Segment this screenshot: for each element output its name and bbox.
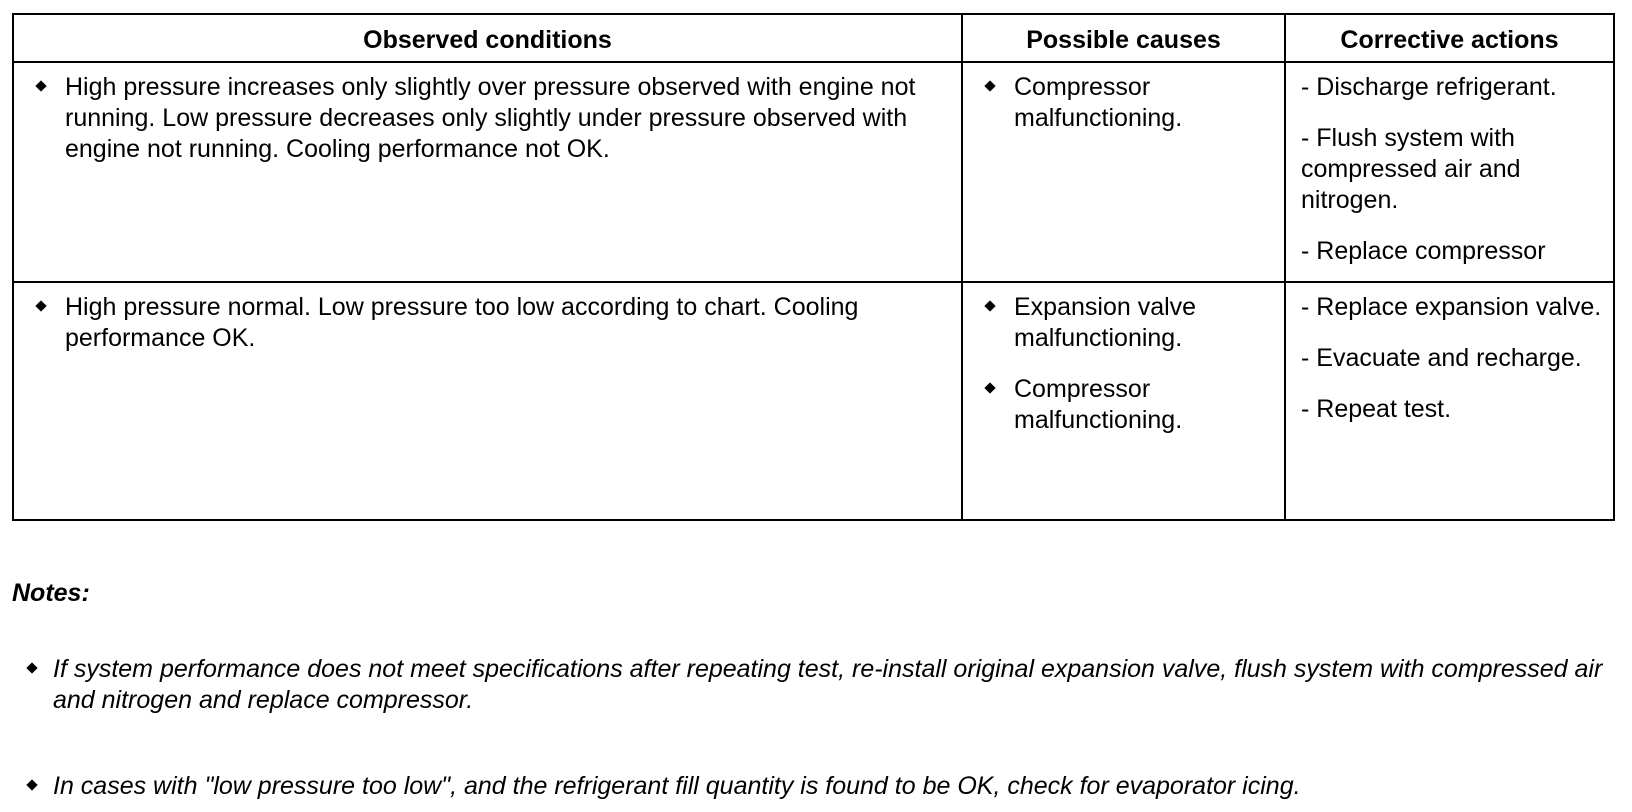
table-row [13,282,1614,520]
diamond-bullet-icon [35,300,46,311]
note-text: In cases with "low pressure too low", and the refrigerant fill quantity is found to be OK, check for evaporator icing. [53,772,1301,800]
conditions-cell [13,62,962,282]
action-item: - Repeat test. [1301,395,1452,423]
notes-heading: Notes: [12,579,90,607]
note-text: If system performance does not meet specifications after repeating test, re-install original expansion valve, flush system with compressed air and nitrogen and replace compressor. [53,655,1603,714]
condition-item [34,72,949,165]
cause-text: Compressor malfunctioning. [1014,375,1183,434]
action-item: - Evacuate and recharge. [1301,344,1582,372]
condition-text: High pressure increases only slightly over pressure observed with engine not running. Low pressure decreases only slightly under pressure observed with engine not running. Cooling performance not OK. [65,73,916,163]
action-item: - Discharge refrigerant. [1301,73,1557,101]
diamond-bullet-icon [26,779,37,790]
note-item [26,654,1606,716]
diagnosis-table [12,13,1615,521]
note-item [26,771,1606,802]
diamond-bullet-icon [984,300,995,311]
diamond-bullet-icon [984,80,995,91]
cause-item [983,72,1272,134]
action-item: - Replace compressor [1301,237,1546,265]
table-row [13,62,1614,282]
header-possible-causes: Possible causes [962,14,1285,62]
header-corrective-actions: Corrective actions [1285,14,1614,62]
header-observed-conditions: Observed conditions [13,14,962,62]
diamond-bullet-icon [35,80,46,91]
actions-cell [1285,62,1614,282]
condition-text: High pressure normal. Low pressure too low according to chart. Cooling performance OK. [65,293,859,352]
cause-text: Expansion valve malfunctioning. [1014,293,1197,352]
diamond-bullet-icon [984,382,995,393]
actions-cell [1285,282,1614,520]
action-item: - Flush system with compressed air and nitrogen. [1301,124,1521,214]
cause-item [983,374,1272,436]
condition-item [34,292,949,354]
causes-cell [962,282,1285,520]
action-item: - Replace expansion valve. [1301,293,1602,321]
diamond-bullet-icon [26,662,37,673]
conditions-cell [13,282,962,520]
cause-text: Compressor malfunctioning. [1014,73,1183,132]
table-header-row [13,14,1614,62]
cause-item [983,292,1272,354]
causes-cell [962,62,1285,282]
